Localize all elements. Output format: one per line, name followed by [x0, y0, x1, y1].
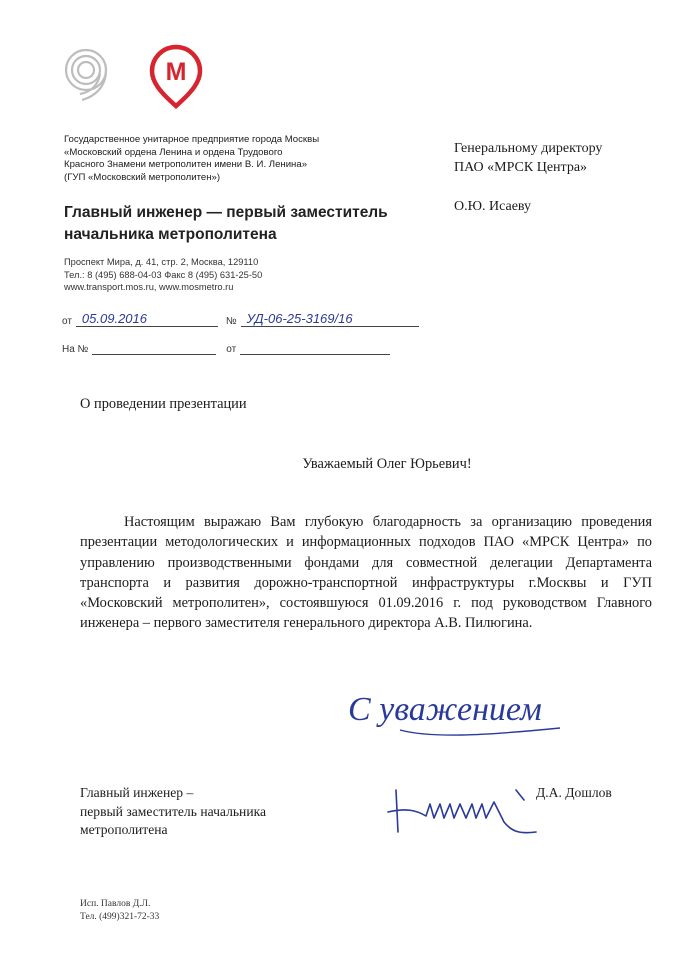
reference-date-prefix: от: [226, 344, 237, 355]
executor-phone: Тел. (499)321-72-33: [80, 911, 160, 922]
reference-number-field: [92, 340, 216, 355]
date-value: 05.09.2016: [81, 311, 147, 326]
sender-organization: [64, 134, 319, 184]
org-line: Красного Знамени метрополитен имени В. И. Ленина»: [64, 159, 308, 170]
metro-9-logo: [60, 44, 116, 104]
letter-body: [80, 512, 652, 634]
signer-title-line: первый заместитель начальника: [80, 803, 267, 819]
number-field: [241, 312, 419, 327]
addressee-position: Генеральному директору: [454, 141, 603, 156]
sender-title: [64, 202, 388, 246]
number-prefix: №: [225, 316, 237, 327]
signer-title: [80, 784, 266, 840]
org-line: (ГУП «Московский метрополитен»): [64, 171, 221, 183]
date-prefix: от: [62, 316, 72, 327]
addressee-name: О.Ю. Исаеву: [454, 199, 532, 214]
executor-name: Исп. Павлов Д.Л.: [80, 899, 151, 909]
reference-prefix: На №: [62, 344, 89, 355]
website-line: www.transport.mos.ru, www.mosmetro.ru: [64, 282, 234, 292]
sender-contacts: [64, 256, 262, 294]
org-line: «Московский ордена Ленина и ордена Трудового: [64, 146, 283, 158]
signer-name: Д.А. Дошлов: [536, 785, 612, 800]
moscow-metro-logo: [148, 44, 204, 110]
reference-row: [62, 340, 390, 355]
title-line: Главный инженер — первый заместитель: [64, 204, 388, 221]
signer-title-line: метрополитена: [80, 822, 168, 837]
number-value: УД-06-25-3169/16: [246, 311, 353, 326]
reference-date-field: [240, 340, 390, 355]
handwritten-closing: [340, 672, 580, 752]
org-line: Государственное унитарное предприятие города Москвы: [64, 134, 320, 145]
signer-title-line: Главный инженер –: [80, 785, 194, 800]
signature: [386, 782, 546, 842]
letter-subject: О проведении презентации: [80, 396, 247, 412]
date-field: [76, 312, 218, 327]
addressee-company: ПАО «МРСК Центра»: [454, 160, 588, 175]
phone-line: Тел.: 8 (495) 688-04-03 Факс 8 (495) 631-25-50: [64, 269, 263, 280]
addressee: [454, 139, 602, 216]
address-line: Проспект Мира, д. 41, стр. 2, Москва, 129110: [64, 257, 259, 267]
salutation: Уважаемый Олег Юрьевич!: [302, 456, 472, 472]
registration-row: [62, 312, 419, 327]
closing-text: С уважением: [348, 691, 542, 728]
title-line: начальника метрополитена: [64, 226, 277, 243]
metro-letter: М: [165, 58, 187, 86]
executor-info: [80, 898, 159, 923]
body-paragraph: Настоящим выражаю Вам глубокую благодарность за организацию проведения презентации методологических и информационных подходов ПАО «МРСК Центра» по управлению производственными фондами для совместной делегации Департамента транспорта и развития дорожно-транспортной инфраструктуры г.Москвы и ГУП «Московский метрополитен», состоявшуюся 01.09.2016 г. под руководством Главного инженера – первого заместителя генерального директора А.В. Пилюгина.: [80, 514, 652, 632]
